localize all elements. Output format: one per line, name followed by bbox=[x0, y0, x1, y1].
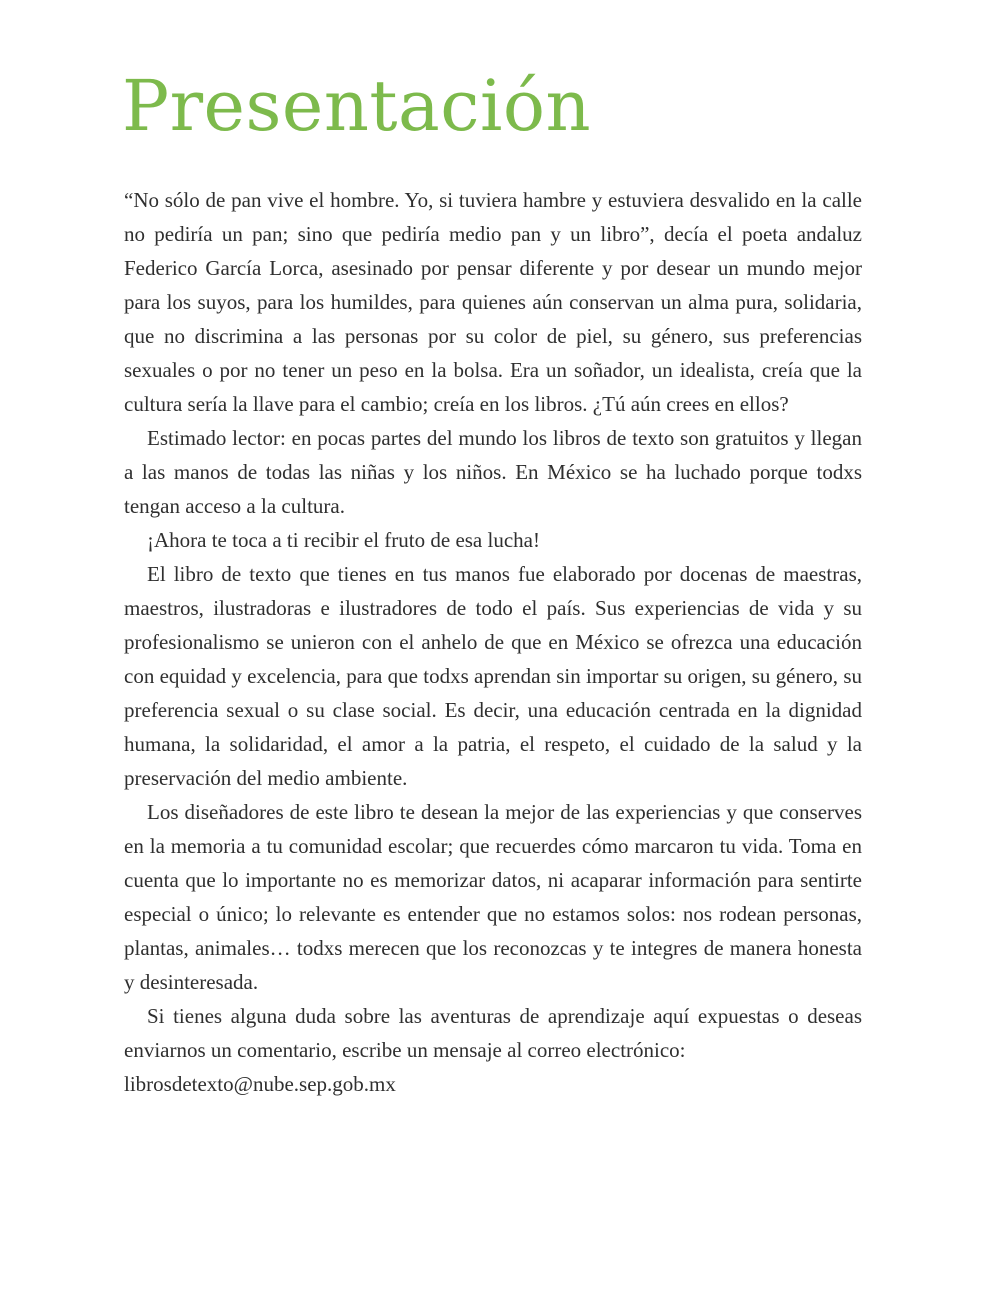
presentation-body bbox=[124, 183, 862, 1101]
paragraph-contacto: Si tienes alguna duda sobre las aventuras de aprendizaje aquí expuestas o deseas enviarnos un comentario, escribe un mensaje al correo electrónico: bbox=[124, 1004, 862, 1062]
paragraph-estimado-lector: Estimado lector: en pocas partes del mundo los libros de texto son gratuitos y llegan a las manos de todas las niñas y los niños. En México se ha luchado porque todxs tengan acceso a la cultura. bbox=[124, 426, 862, 518]
contact-email: librosdetexto@nube.sep.gob.mx bbox=[124, 1072, 396, 1096]
paragraph-ahora-te-toca: ¡Ahora te toca a ti recibir el fruto de esa lucha! bbox=[147, 528, 540, 552]
page-title: Presentación bbox=[122, 65, 592, 147]
paragraph-libro-de-texto: El libro de texto que tienes en tus manos fue elaborado por docenas de maestras, maestros, ilustradoras e ilustradores de todo el país. Sus experiencias de vida y su profesionalismo se unieron con el anhelo de que en México se ofrezca una educación con equidad y excelencia, para que todxs aprendan sin importar su origen, su género, su preferencia sexual o su clase social. Es decir, una educación centrada en la dignidad humana, la solidaridad, el amor a la patria, el respeto, el cuidado de la salud y la preservación del medio ambiente. bbox=[124, 562, 862, 790]
paragraph-disenadores: Los diseñadores de este libro te desean la mejor de las experiencias y que conserves en la memoria a tu comunidad escolar; que recuerdes cómo marcaron tu vida. Toma en cuenta que lo importante no es memorizar datos, ni acaparar información para sentirte especial o único; lo relevante es entender que no estamos solos: nos rodean personas, plantas, animales… todxs merecen que los reconozcas y te integres de manera honesta y desinteresada. bbox=[124, 800, 862, 994]
paragraph-lorca-quote: “No sólo de pan vive el hombre. Yo, si tuviera hambre y estuviera desvalido en la calle no pediría un pan; sino que pediría medio pan y un libro”, decía el poeta andaluz Federico García Lorca, asesinado por pensar diferente y por desear un mundo mejor para los suyos, para los humildes, para quienes aún conservan un alma pura, solidaria, que no discrimina a las personas por su color de piel, su género, sus preferencias sexuales o por no tener un peso en la bolsa. Era un soñador, un idealista, creía que la cultura sería la llave para el cambio; creía en los libros. ¿Tú aún crees en ellos? bbox=[124, 188, 862, 416]
